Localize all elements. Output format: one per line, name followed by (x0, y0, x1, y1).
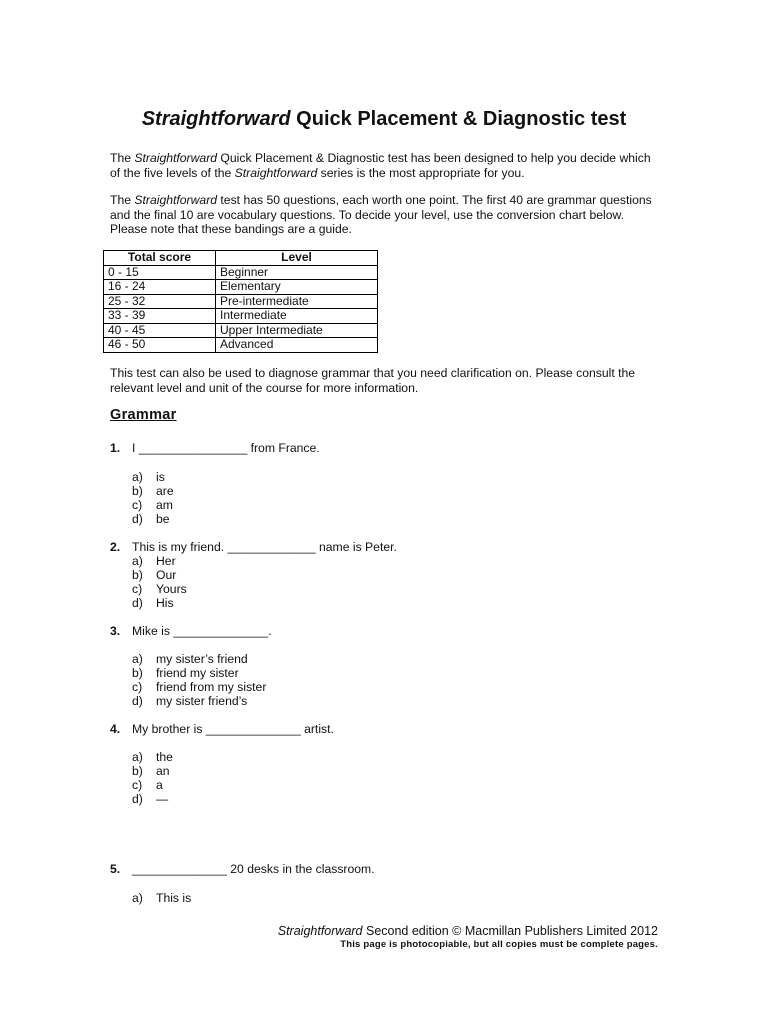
option-item (132, 498, 174, 512)
option-item (132, 680, 266, 694)
question-3-options (132, 652, 266, 708)
option-letter: c) (132, 498, 143, 512)
option-letter: b) (132, 484, 143, 498)
option-text: are (156, 484, 174, 498)
option-item (132, 792, 173, 806)
intro-paragraph-2 (110, 193, 660, 237)
table-header-row (104, 251, 378, 266)
intro1-c: Quick Placement & Diagnostic test has been designed to help you decide which of the five levels of the (110, 151, 651, 180)
header-level: Level (216, 251, 378, 266)
option-text: my sister friend’s (156, 694, 248, 708)
option-letter: b) (132, 666, 143, 680)
question-text: This is my friend. _____________ name is Peter. (132, 540, 397, 554)
option-text: be (156, 512, 170, 526)
level-cell: Upper Intermediate (216, 323, 378, 338)
question-text: My brother is ______________ artist. (132, 722, 334, 736)
option-text: Yours (156, 582, 187, 596)
option-text: the (156, 750, 173, 764)
score-cell: 40 - 45 (104, 323, 216, 338)
level-cell: Beginner (216, 265, 378, 280)
option-letter: d) (132, 512, 143, 526)
question-number: 5. (110, 862, 121, 876)
option-text: is (156, 470, 165, 484)
option-letter: a) (132, 750, 143, 764)
option-letter: d) (132, 694, 143, 708)
option-item (132, 694, 266, 708)
question-5 (110, 862, 375, 876)
option-text: my sister’s friend (156, 652, 248, 666)
question-2 (110, 540, 397, 554)
question-number: 3. (110, 624, 121, 638)
score-cell: 25 - 32 (104, 294, 216, 309)
option-letter: a) (132, 652, 143, 666)
question-1-options (132, 470, 174, 526)
option-item (132, 554, 187, 568)
table-row (104, 280, 378, 295)
intro2-series: Straightforward (134, 193, 218, 207)
intro1-e: series is the most appropriate for you. (317, 165, 525, 180)
option-text: His (156, 596, 174, 610)
intro1-a: The (110, 151, 135, 165)
option-item (132, 764, 173, 778)
question-5-options (132, 891, 191, 905)
page-title (0, 108, 768, 131)
question-number: 4. (110, 722, 121, 736)
intro1-series: Straightforward (134, 151, 218, 165)
option-item (132, 512, 174, 526)
header-total-score: Total score (104, 251, 216, 266)
option-item (132, 750, 173, 764)
table-row (104, 323, 378, 338)
question-3 (110, 624, 272, 638)
option-letter: d) (132, 792, 143, 806)
option-text: am (156, 498, 173, 512)
diagnose-paragraph: This test can also be used to diagnose grammar that you need clarification on. Please consult the relevant level and unit of the course for more information. (110, 366, 636, 395)
score-cell: 33 - 39 (104, 309, 216, 324)
option-text: Our (156, 568, 177, 582)
question-text: Mike is ______________. (132, 624, 272, 638)
level-cell: Elementary (216, 280, 378, 295)
section-heading-grammar: Grammar (110, 407, 177, 423)
option-item (132, 891, 191, 905)
option-item (132, 470, 174, 484)
option-letter: c) (132, 778, 143, 792)
intro2-a: The (110, 193, 135, 207)
title-rest: Quick Placement & Diagnostic test (290, 108, 627, 130)
question-4-options (132, 750, 173, 806)
score-cell: 46 - 50 (104, 338, 216, 353)
option-letter: b) (132, 568, 143, 582)
question-1 (110, 441, 320, 455)
option-letter: d) (132, 596, 143, 610)
level-cell: Pre-intermediate (216, 294, 378, 309)
question-number: 1. (110, 441, 121, 455)
question-text: I ________________ from France. (132, 441, 320, 455)
intro1-series-2: Straightforward (234, 165, 318, 180)
level-cell: Intermediate (216, 309, 378, 324)
title-series-name: Straightforward (141, 108, 291, 130)
score-cell: 0 - 15 (104, 265, 216, 280)
table-row (104, 265, 378, 280)
copyright-footer (278, 924, 658, 938)
table-row (104, 338, 378, 353)
question-4 (110, 722, 334, 736)
option-item (132, 596, 187, 610)
footer-series-name: Straightforward (277, 924, 363, 938)
option-text: Her (156, 554, 176, 568)
table-row (104, 309, 378, 324)
question-2-options (132, 554, 187, 610)
level-cell: Advanced (216, 338, 378, 353)
option-text: friend my sister (156, 666, 239, 680)
intro2-c: test has 50 questions, each worth one point. The first 40 are grammar questions and the final 10 are vocabulary questions. To decide your level, use the conversion chart below. Please note that these bandings are a guide. (110, 193, 652, 236)
option-text: This is (156, 891, 192, 905)
option-text: — (156, 792, 169, 806)
option-letter: c) (132, 582, 143, 596)
question-text: ______________ 20 desks in the classroom. (132, 862, 375, 876)
photocopy-note: This page is photocopiable, but all copies must be complete pages. (340, 939, 658, 950)
option-item (132, 666, 266, 680)
option-item (132, 652, 266, 666)
option-letter: b) (132, 764, 143, 778)
option-text: friend from my sister (156, 680, 267, 694)
option-letter: c) (132, 680, 143, 694)
option-item (132, 582, 187, 596)
score-level-table (103, 250, 378, 353)
option-letter: a) (132, 554, 143, 568)
intro-paragraph-1 (110, 151, 660, 180)
score-cell: 16 - 24 (104, 280, 216, 295)
option-letter: a) (132, 470, 143, 484)
option-text: an (156, 764, 170, 778)
question-number: 2. (110, 540, 121, 554)
footer-rest: Second edition © Macmillan Publishers Limited 2012 (362, 924, 658, 938)
option-item (132, 484, 174, 498)
option-letter: a) (132, 891, 143, 905)
table-row (104, 294, 378, 309)
option-item (132, 568, 187, 582)
option-text: a (156, 778, 163, 792)
option-item (132, 778, 173, 792)
